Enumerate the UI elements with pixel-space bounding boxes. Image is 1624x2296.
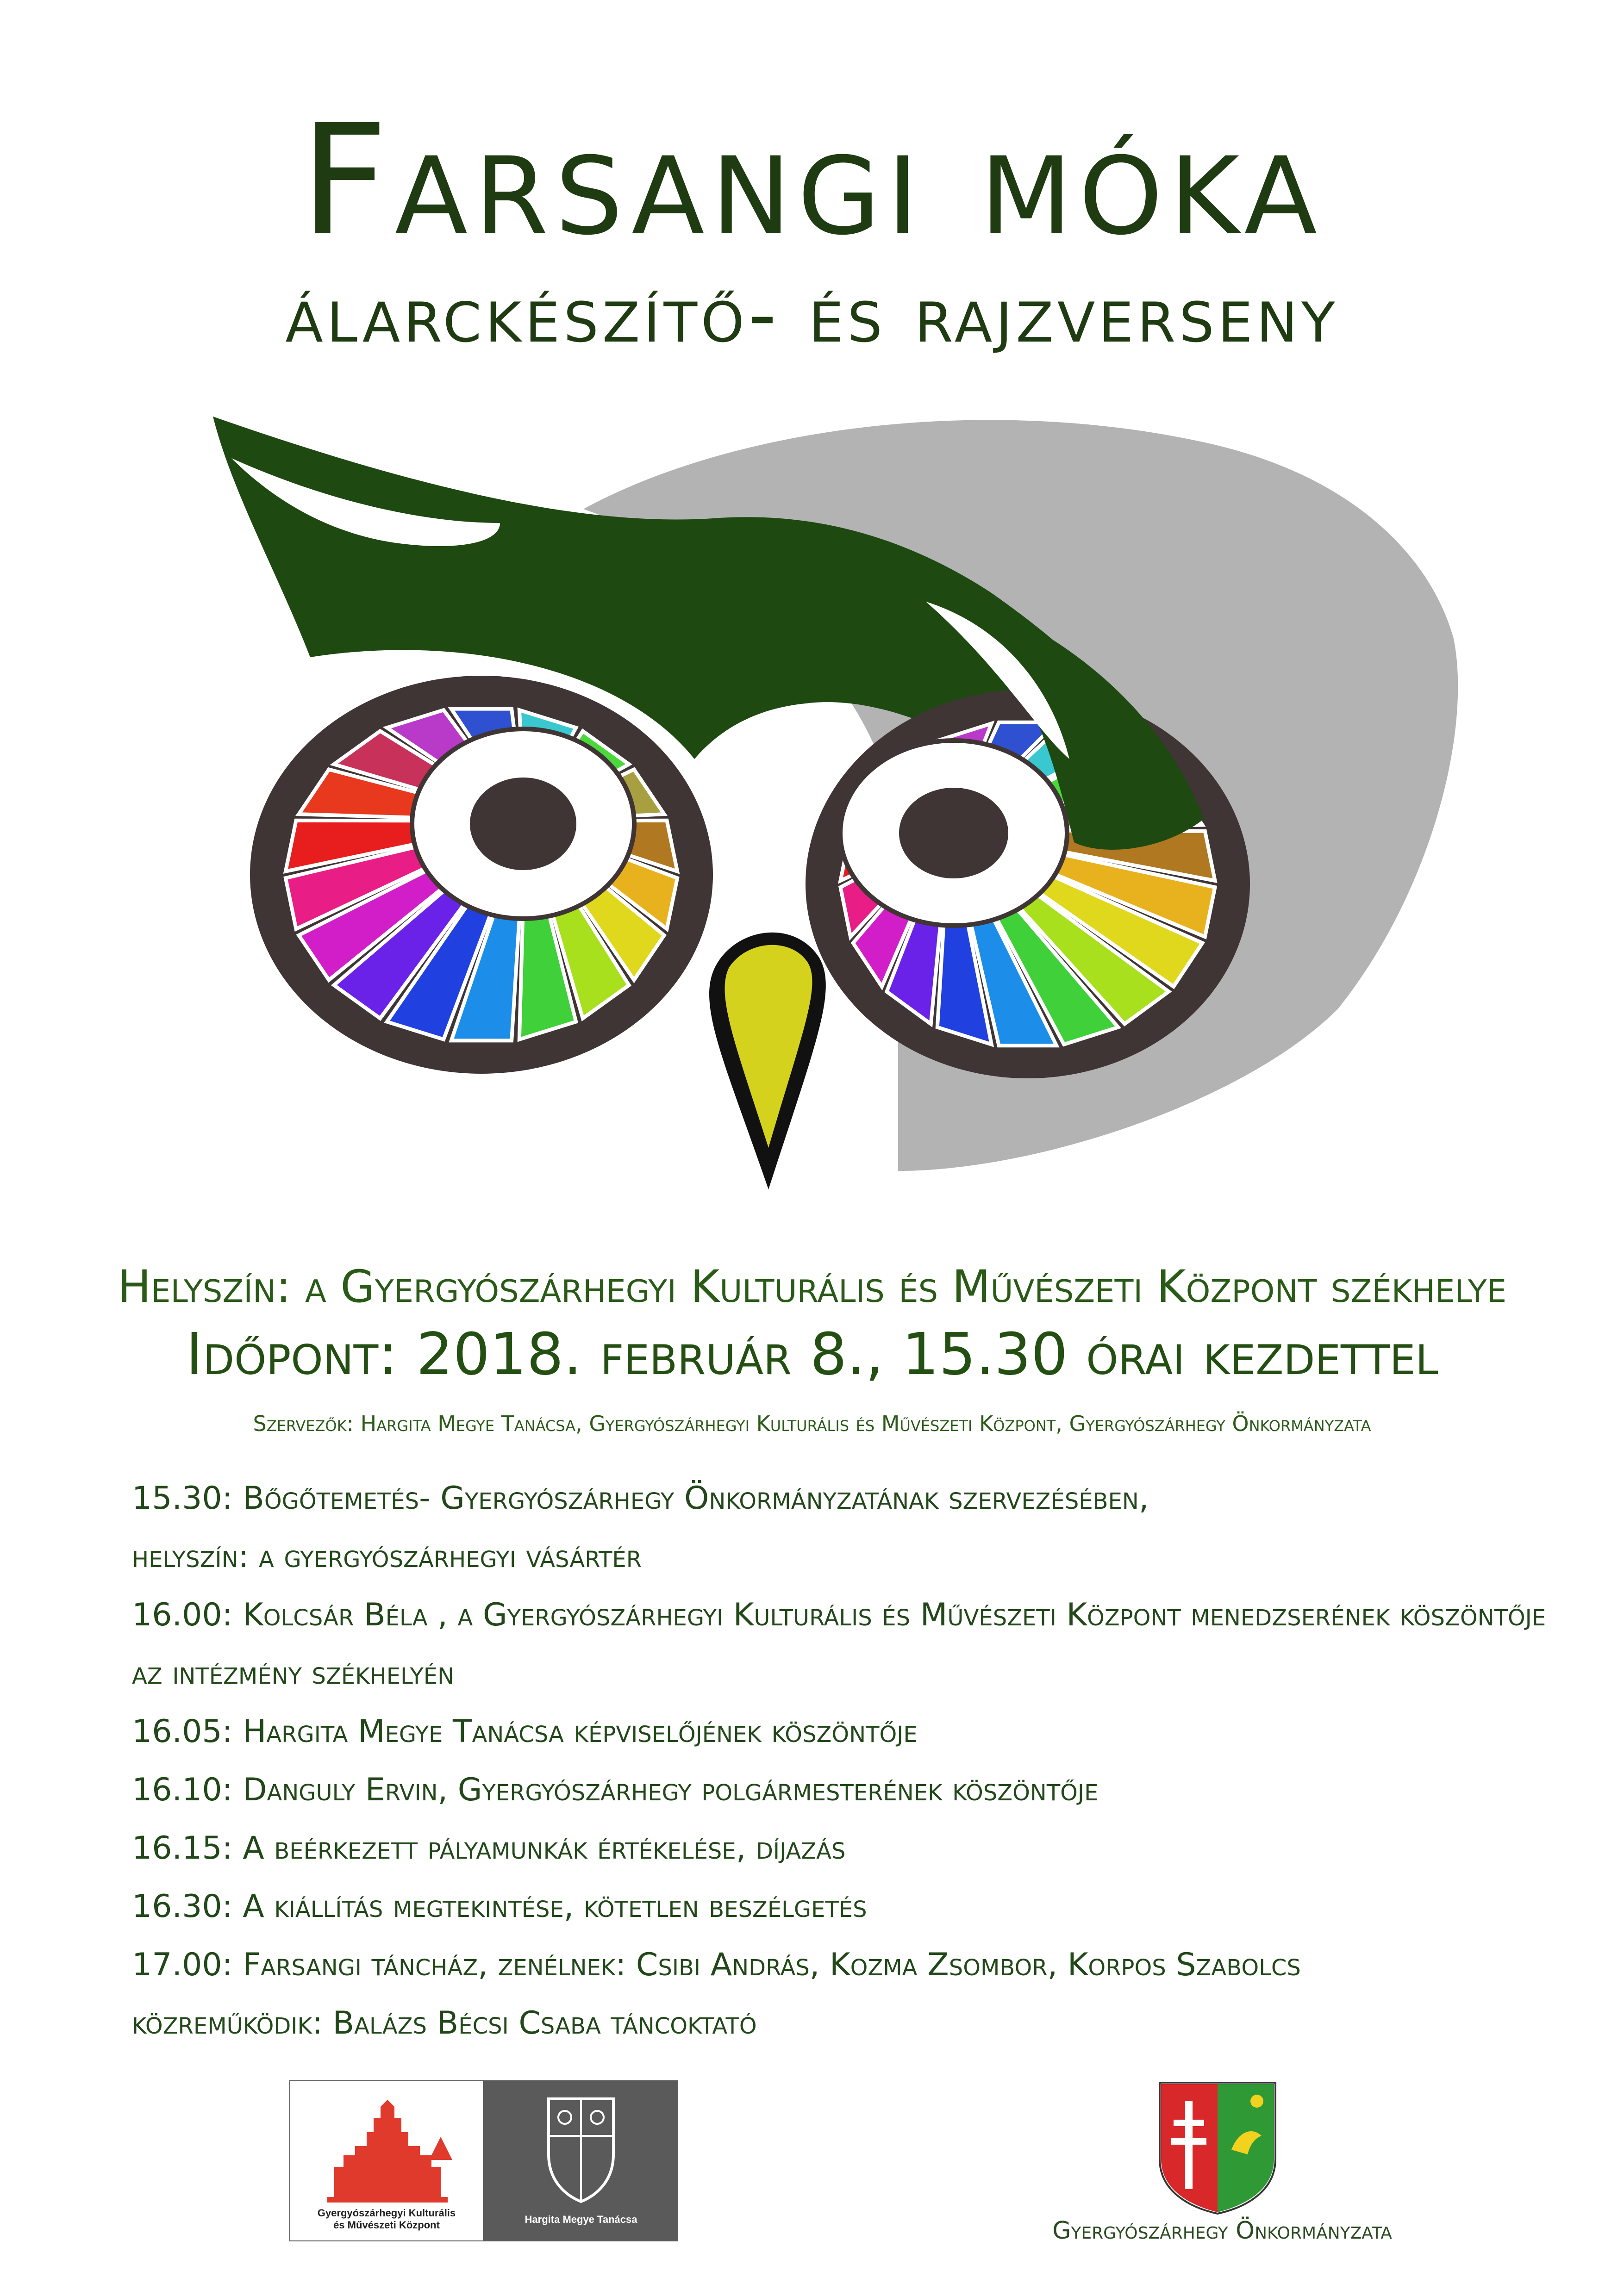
program-line: az intézmény székhelyén [132,1655,455,1692]
county-council-logo [484,2080,678,2241]
cultural-center-logo [289,2080,484,2241]
program-line: 16.15: A beérkezett pályamunkák értékelése, díjazás [132,1830,846,1867]
event-location: Helyszín: a Gyergyószárhegyi Kulturális és Művészeti Központ székhelye [117,1261,1507,1313]
program-line: 15.30: Bőgőtemetés- Gyergyószárhegy Önkormányzatának szervezésében, [132,1480,1149,1517]
program-list [132,1469,1567,2053]
program-line: 17.00: Farsangi táncház, zenélnek: Csibi András, Kozma Zsombor, Korpos Szabolcs [132,1947,1301,1983]
right-eye-pupil [899,788,1008,878]
owl-illustration [204,407,1491,1231]
partner-logos [289,2080,678,2241]
program-line: 16.05: Hargita Megye Tanácsa képviselőjének köszöntője [132,1713,918,1750]
event-info [0,1259,1624,1437]
left-eye-pupil [470,778,576,870]
cultural-center-name-2: és Művészeti Központ [333,2219,440,2231]
program-line: 16.30: A kiállítás megtekintése, kötetlen beszélgetés [132,1888,867,1925]
organizers: Szervezők: Hargita Megye Tanácsa, Gyergyószárhegyi Kulturális és Művészeti Központ, Gyergyószárhegy Önkormányzata [253,1411,1371,1436]
program-line: 16.10: Danguly Ervin, Gyergyószárhegy polgármesterének köszöntője [132,1772,1099,1808]
county-council-name: Hargita Megye Tanácsa [525,2214,637,2225]
event-date: Időpont: 2018. február 8., 15.30 órai kezdettel [186,1321,1438,1388]
program-line: helyszín: a gyergyószárhegyi vásártér [132,1538,642,1575]
poster-subtitle: álarckészítő- és rajzverseny [285,269,1339,361]
poster-title: Farsangi móka [300,92,1324,269]
municipality-coat-of-arms-icon [1157,2080,1278,2215]
program-line: 16.00: Kolcsár Béla , a Gyergyószárhegyi Kulturális és Művészeti Központ menedzserének köszöntője [132,1597,1546,1633]
municipality-name: Gyergyószárhegy Önkormányzata [1052,2217,1392,2245]
program-line: közreműködik: Balázs Bécsi Csaba táncoktató [132,2005,757,2041]
cultural-center-name-1: Gyergyószárhegyi Kulturális [317,2207,456,2219]
